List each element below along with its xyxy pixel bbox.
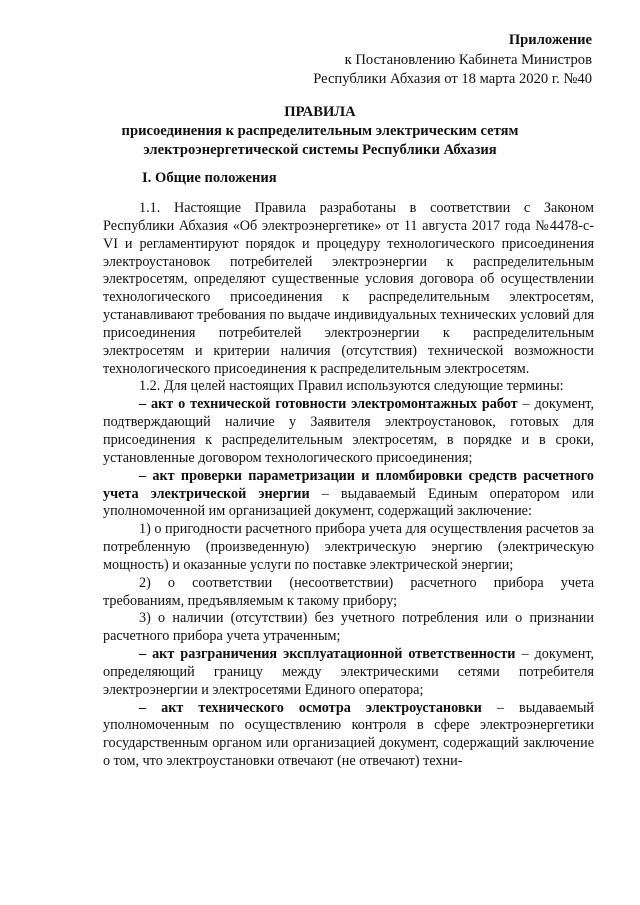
document-subtitle-line1: присоединения к распределительным электрическим сетям [121, 123, 519, 139]
term-definition: – документ, определяющий границу между электрическими сетями потребителя электроэнергии и электросетями Единого оператора; [103, 646, 594, 698]
list-item-1: 1) о пригодности расчетного прибора учета для осуществления расчетов за потребленную (произведенную) электрическую энергию (электрическую мощность) и оказанные услуги по поставке электрической энергии; [103, 521, 594, 573]
appendix-label: Приложение [508, 32, 592, 48]
term-definition: – выдаваемый Единым оператором или уполномоченной им организацией документ, содержащий заключение: [103, 485, 595, 520]
list-item-3: 3) о наличии (отсутствии) без учетного потребления или о признании расчетного прибора учета утраченным; [103, 610, 594, 645]
term-act-technical-inspection [103, 700, 594, 771]
paragraph-1-2: 1.2. Для целей настоящих Правил используются следующие термины: [139, 378, 564, 395]
term-act-technical-readiness [103, 396, 594, 467]
term-act-responsibility-delimitation [103, 646, 594, 700]
term-act-parametrization-check [103, 468, 594, 522]
term-label: – акт разграничения эксплуатационной ответственности [139, 646, 516, 663]
document-subtitle-line2: электроэнергетической системы Республики Абхазия [143, 142, 497, 158]
term-label: – акт проверки параметризации и пломбировки средств расчетного учета электрической энергии [103, 467, 594, 502]
section-heading: I. Общие положения [142, 170, 277, 186]
appendix-reference-line: к Постановлению Кабинета Министров [344, 52, 592, 68]
term-definition: – документ, подтверждающий наличие у Заявителя электроустановок, готовых для присоединения к распределительным электросетям, в порядке и в сроки, установленные договором технологического присоединения; [103, 396, 594, 466]
document-title: ПРАВИЛА [284, 104, 356, 120]
term-label: – акт о технической готовности электромонтажных работ [139, 396, 518, 413]
paragraph-1-1: 1.1. Настоящие Правила разработаны в соответствии с Законом Республики Абхазия «Об электроэнергетике» от 11 августа 2017 года №4478-с-VI и регламентируют порядок и процедуру технологического присоединения электроустановок потребителей электроэнергии к распределительным электросетям, определяют существенные условия договора об осуществлении технологического присоединения к распределительным электросетям, устанавливают требования по выдаче индивидуальных технических условий для присоединения потребителей электроэнергии к распределительным электросетям и критерии наличия (отсутствия) технической возможности технологического присоединения к распределительным электросетям. [103, 200, 594, 377]
document-body [103, 200, 594, 771]
term-definition: – выдаваемый уполномоченным по осуществлению контроля в сфере электроэнергетики государственным органом или организацией документ, содержащий заключение о том, что электроустановки отвечают (не отвечают) техни- [103, 699, 594, 770]
term-label: – акт технического осмотра электроустановки [139, 699, 482, 716]
list-item-2: 2) о соответствии (несоответствии) расчетного прибора учета требованиям, предъявляемым к такому прибору; [103, 574, 594, 609]
appendix-date-line: Республики Абхазия от 18 марта 2020 г. №40 [313, 71, 592, 87]
